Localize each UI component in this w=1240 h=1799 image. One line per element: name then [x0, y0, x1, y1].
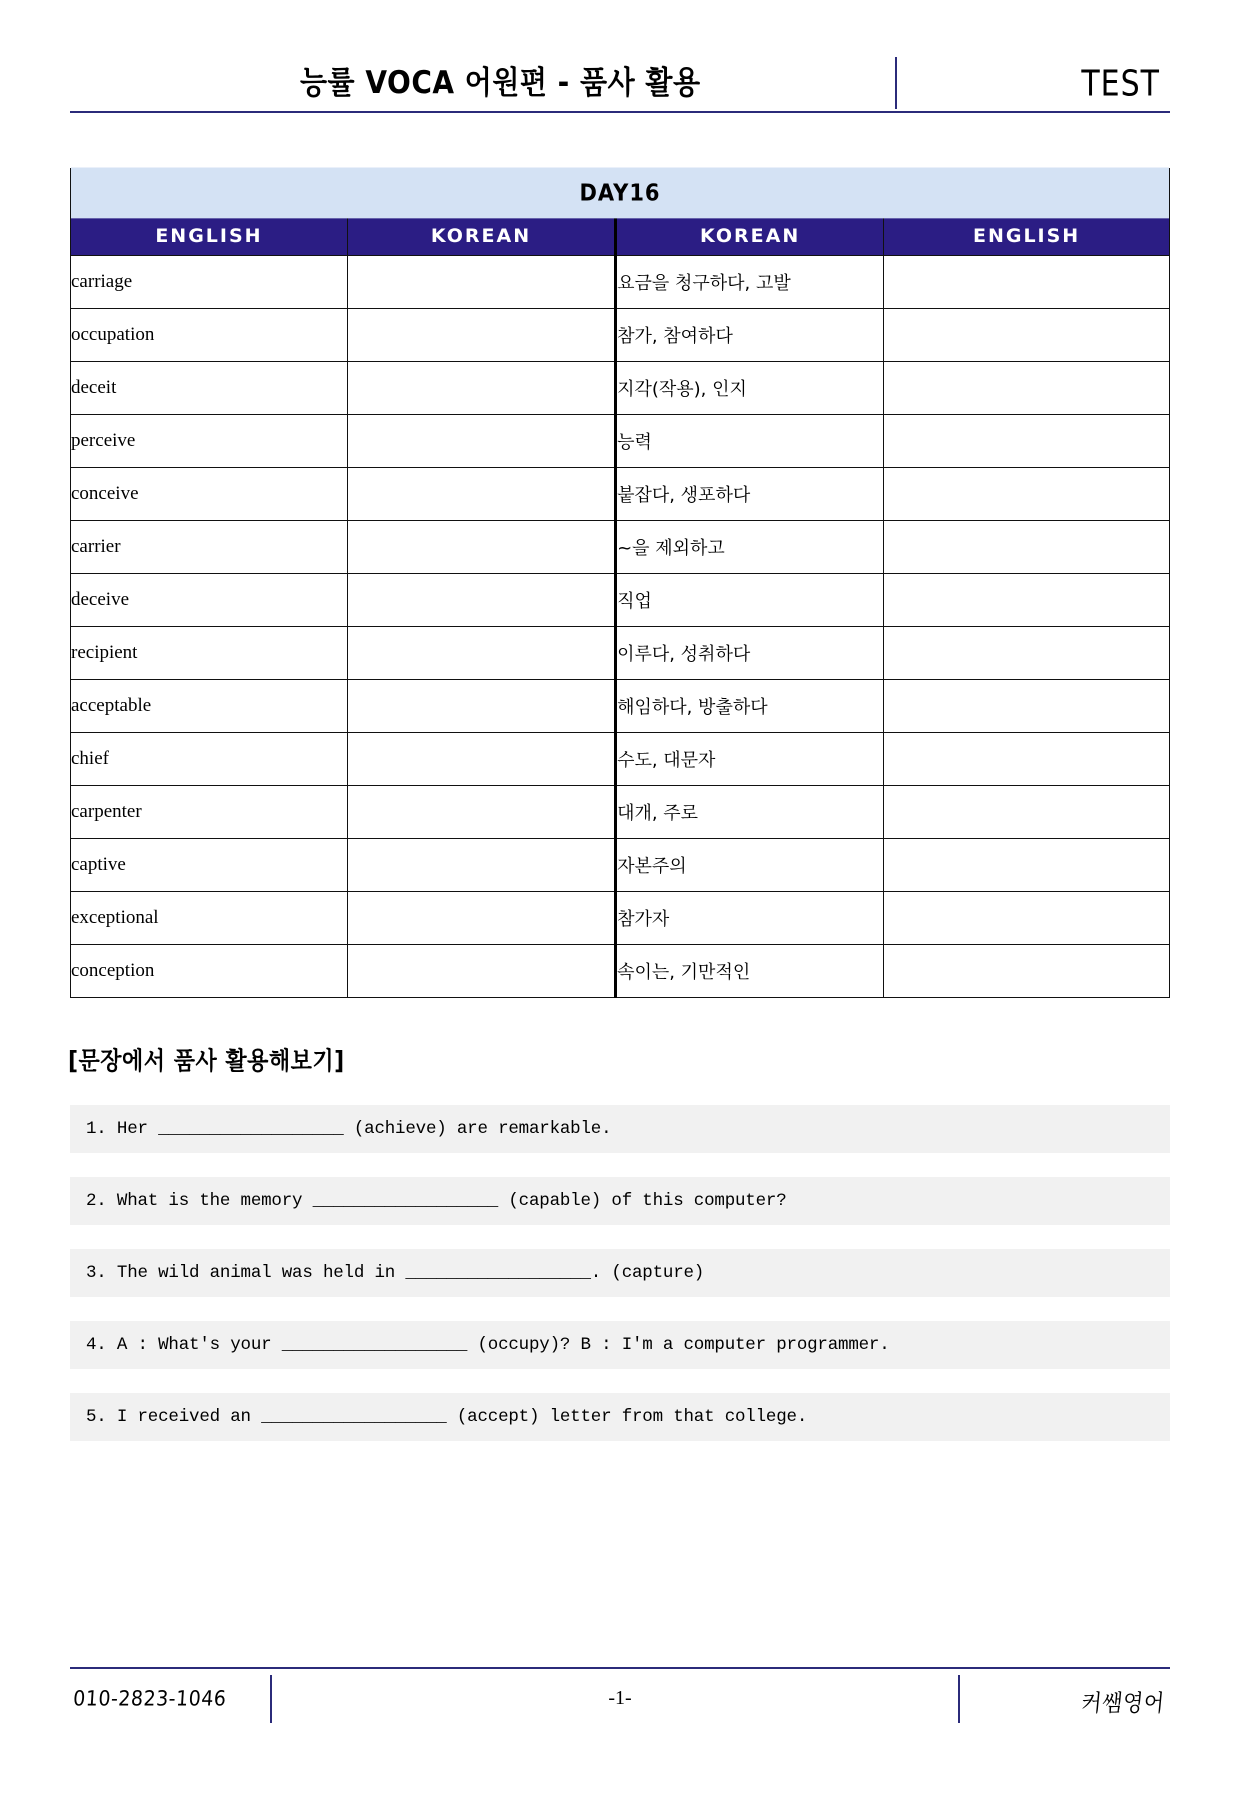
korean-answer-blank-left[interactable] [347, 468, 615, 521]
english-answer-blank-right[interactable] [884, 256, 1170, 309]
korean-meaning-right: 붙잡다, 생포하다 [616, 468, 884, 521]
table-row [71, 256, 1170, 309]
korean-meaning-right: 지각(작용), 인지 [616, 362, 884, 415]
korean-answer-blank-left[interactable] [347, 945, 615, 998]
vocabulary-table [70, 168, 1170, 998]
test-label: TEST [1081, 63, 1160, 105]
practice-section-heading: [문장에서 품사 활용해보기] [68, 1047, 345, 1076]
english-answer-blank-right[interactable] [884, 362, 1170, 415]
table-row [71, 521, 1170, 574]
english-answer-blank-right[interactable] [884, 733, 1170, 786]
korean-meaning-right: ~을 제외하고 [616, 521, 884, 574]
english-answer-blank-right[interactable] [884, 627, 1170, 680]
korean-answer-blank-left[interactable] [347, 839, 615, 892]
korean-answer-blank-left[interactable] [347, 680, 615, 733]
korean-meaning-right: 참가자 [616, 892, 884, 945]
table-row [71, 839, 1170, 892]
document-header [70, 45, 1170, 113]
korean-answer-blank-left[interactable] [347, 627, 615, 680]
english-word-left: recipient [71, 627, 348, 680]
english-word-left: captive [71, 839, 348, 892]
page-number: -1- [608, 1687, 632, 1709]
korean-meaning-right: 이루다, 성취하다 [616, 627, 884, 680]
practice-sentence-list [70, 1105, 1170, 1441]
english-answer-blank-right[interactable] [884, 945, 1170, 998]
korean-meaning-right: 수도, 대문자 [616, 733, 884, 786]
table-row [71, 468, 1170, 521]
korean-answer-blank-left[interactable] [347, 362, 615, 415]
practice-sentence[interactable]: 5. I received an __________________ (accept) letter from that college. [70, 1393, 1170, 1441]
table-row [71, 574, 1170, 627]
english-answer-blank-right[interactable] [884, 521, 1170, 574]
footer-phone-number: 010-2823-1046 [72, 1687, 228, 1712]
day-label: DAY16 [71, 166, 1170, 218]
korean-meaning-right: 요금을 청구하다, 고발 [616, 256, 884, 309]
korean-meaning-right: 능력 [616, 415, 884, 468]
table-row [71, 362, 1170, 415]
english-word-left: carpenter [71, 786, 348, 839]
english-answer-blank-right[interactable] [884, 892, 1170, 945]
english-word-left: perceive [71, 415, 348, 468]
korean-meaning-right: 직업 [616, 574, 884, 627]
table-row [71, 415, 1170, 468]
english-word-left: acceptable [71, 680, 348, 733]
korean-meaning-right: 해임하다, 방출하다 [616, 680, 884, 733]
column-header-english-left: ENGLISH [71, 216, 348, 256]
practice-sentence[interactable]: 3. The wild animal was held in __________________. (capture) [70, 1249, 1170, 1297]
korean-answer-blank-left[interactable] [347, 892, 615, 945]
korean-answer-blank-left[interactable] [347, 521, 615, 574]
table-row [71, 786, 1170, 839]
english-word-left: deceive [71, 574, 348, 627]
practice-sentence[interactable]: 4. A : What's your __________________ (occupy)? B : I'm a computer programmer. [70, 1321, 1170, 1369]
english-answer-blank-right[interactable] [884, 468, 1170, 521]
korean-meaning-right: 자본주의 [616, 839, 884, 892]
korean-meaning-right: 참가, 참여하다 [616, 309, 884, 362]
korean-answer-blank-left[interactable] [347, 256, 615, 309]
korean-meaning-right: 속이는, 기만적인 [616, 945, 884, 998]
english-word-left: deceit [71, 362, 348, 415]
english-answer-blank-right[interactable] [884, 839, 1170, 892]
korean-answer-blank-left[interactable] [347, 786, 615, 839]
header-divider [895, 57, 897, 109]
korean-answer-blank-left[interactable] [347, 574, 615, 627]
table-row [71, 680, 1170, 733]
english-answer-blank-right[interactable] [884, 309, 1170, 362]
table-row [71, 627, 1170, 680]
korean-answer-blank-left[interactable] [347, 733, 615, 786]
table-row [71, 945, 1170, 998]
document-footer [70, 1667, 1170, 1729]
table-row [71, 892, 1170, 945]
footer-divider-right [958, 1675, 960, 1723]
english-word-left: exceptional [71, 892, 348, 945]
korean-answer-blank-left[interactable] [347, 309, 615, 362]
column-header-korean-left: KOREAN [347, 216, 615, 256]
vocabulary-table-container [70, 168, 1170, 998]
page-title: 능률 VOCA 어원편 - 품사 활용 [300, 63, 701, 101]
english-word-left: chief [71, 733, 348, 786]
english-answer-blank-right[interactable] [884, 786, 1170, 839]
english-answer-blank-right[interactable] [884, 574, 1170, 627]
english-answer-blank-right[interactable] [884, 680, 1170, 733]
english-word-left: occupation [71, 309, 348, 362]
column-header-korean-right: KOREAN [616, 216, 884, 256]
korean-meaning-right: 대개, 주로 [616, 786, 884, 839]
footer-brand: 커쌤영어 [1079, 1689, 1166, 1717]
practice-sentence[interactable]: 1. Her __________________ (achieve) are remarkable. [70, 1105, 1170, 1153]
english-answer-blank-right[interactable] [884, 415, 1170, 468]
korean-answer-blank-left[interactable] [347, 415, 615, 468]
table-row [71, 309, 1170, 362]
english-word-left: conceive [71, 468, 348, 521]
english-word-left: conception [71, 945, 348, 998]
english-word-left: carrier [71, 521, 348, 574]
day-header-row [71, 169, 1170, 216]
english-word-left: carriage [71, 256, 348, 309]
column-header-row [71, 216, 1170, 256]
worksheet-page [0, 45, 1240, 1799]
practice-sentence[interactable]: 2. What is the memory __________________ (capable) of this computer? [70, 1177, 1170, 1225]
table-row [71, 733, 1170, 786]
column-header-english-right: ENGLISH [884, 216, 1170, 256]
